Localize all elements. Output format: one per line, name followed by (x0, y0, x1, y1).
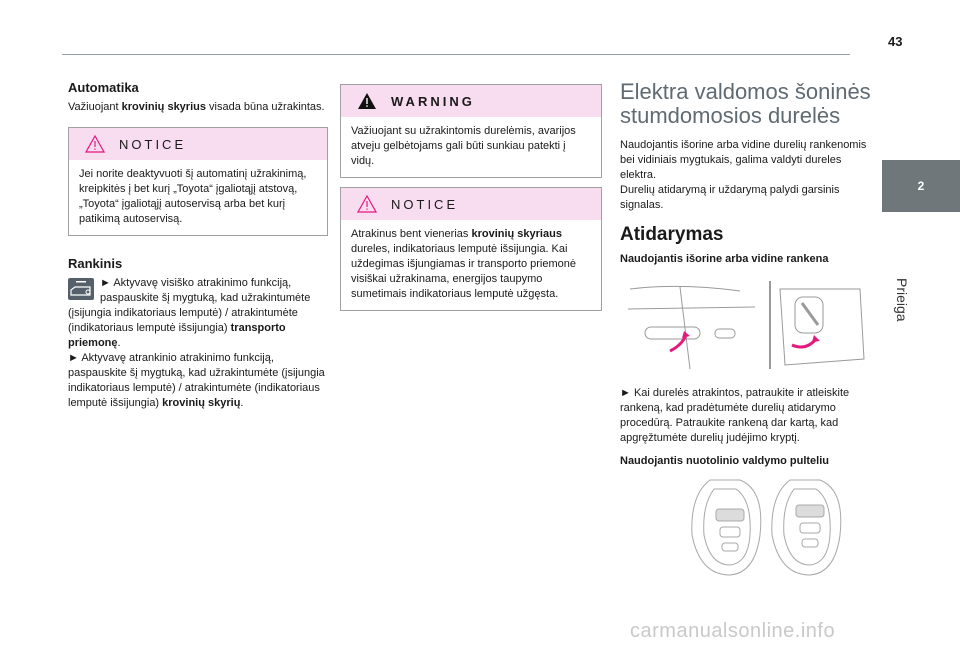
column-3 (620, 80, 876, 590)
warning-triangle-icon (357, 92, 377, 110)
notice-label-2: NOTICE (391, 196, 459, 212)
warning-text: Važiuojant su užrakintomis durelėmis, avarijos atveju gelbėtojams gali būti sunkiau patekti į vidų. (351, 125, 576, 167)
automatika-title: Automatika (68, 80, 139, 95)
caution-triangle-icon (85, 135, 105, 153)
section-title: Elektra valdomos šoninės stumdomosios durelės (620, 79, 871, 128)
notice-box-2 (340, 187, 602, 311)
intro-text-2: Durelių atidarymą ir uždarymą palydi garsinis signalas. (620, 184, 840, 211)
rankinis-para-2: ► Aktyvavę atrankinio atrakinimo funkciją, paspauskite šį mygtuką, kad užrakintumėte (įsijungia indikatoriaus lemputė) / atrakintumėte (indikatoriaus lemputė išsijungia) krovinių skyrių. (68, 352, 325, 409)
automatika-text: Važiuojant krovinių skyrius visada būna užrakintas. (68, 101, 325, 113)
remote-key-illustration (670, 475, 870, 585)
warning-box (340, 84, 602, 178)
rankinis-para-1: ► Aktyvavę visiško atrakinimo funkciją, paspauskite šį mygtuką, kad užrakintumėte (įsijungia indikatoriaus lemputė) / atrakintumėte (indikatoriaus lemputė išsijungia) transporto priemonę. (68, 277, 311, 349)
page-number: 43 (888, 34, 903, 49)
atidarymas-heading: Atidarymas (620, 224, 724, 245)
remote-subheading: Naudojantis nuotolinio valdymo pulteliu (620, 455, 829, 467)
warning-header (341, 85, 601, 117)
pull-arrow-icon-2 (792, 339, 816, 347)
header-rule (62, 54, 850, 55)
notice-label-1: NOTICE (119, 136, 187, 152)
notice-box-1 (68, 127, 328, 236)
chapter-label (880, 218, 920, 322)
rankinis-block (68, 276, 328, 411)
cargo-lock-button-icon (68, 278, 94, 300)
door-handle-illustration (620, 279, 872, 371)
column-2 (340, 84, 602, 311)
notice-header-2 (341, 188, 601, 220)
notice-text-1: Jei norite deaktyvuoti šį automatinį užrakinimą, kreipkitės į bet kurį „Toyota“ įgaliotąjį atstovą, „Toyota“ įgaliotąjį autoservisą arba bet kurį patikimą autoservisą. (79, 168, 307, 225)
warning-label: WARNING (391, 93, 475, 109)
chapter-label-text: Prieiga (894, 278, 910, 322)
notice-text-2: Atrakinus bent vienerias krovinių skyriaus dureles, indikatoriaus lemputė išsijungia. Kai uždegimas išjungiamas ir transporto priemonė visiškai užrakinama, energijos taupymo sumetimais indikatoriaus lemputė užgęsta. (351, 228, 576, 300)
chapter-tab: 2 (882, 160, 960, 212)
handle-instruction: ► Kai durelės atrakintos, patraukite ir atleiskite rankeną, kad pradėtumėte durelių atidarymo procedūrą. Patraukite rankeną dar kartą, kad apgręžtumėte durelių judėjimo kryptį. (620, 387, 850, 444)
handle-subheading: Naudojantis išorine arba vidine rankena (620, 253, 829, 265)
watermark: carmanualsonline.info (630, 620, 836, 642)
notice-header-1 (69, 128, 327, 160)
intro-text-1: Naudojantis išorine arba vidine durelių rankenomis bei vidiniais mygtukais, galima valdyti dureles elektra. (620, 139, 867, 181)
rankinis-title: Rankinis (68, 256, 123, 271)
caution-triangle-icon (357, 195, 377, 213)
column-1 (68, 80, 328, 411)
